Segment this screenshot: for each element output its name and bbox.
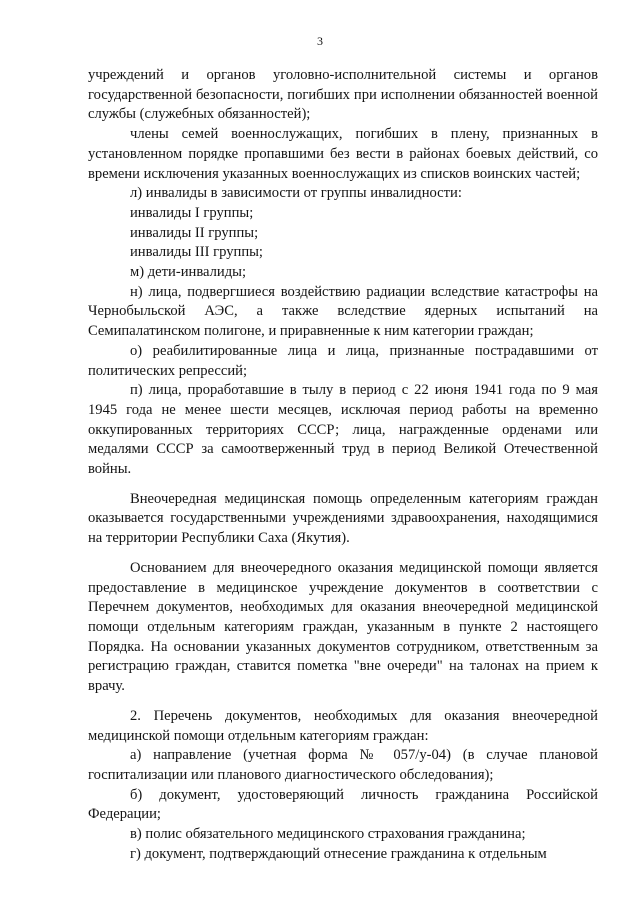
list-item: н) лица, подвергшиеся воздействию радиации вследствие катастрофы на Чернобыльской АЭС, а также вследствие ядерных испытаний на Семипалатинском полигоне, и приравненные к ним категории граждан; <box>88 283 598 340</box>
list-item: о) реабилитированные лица и лица, признанные пострадавшими от политических репрессий; <box>88 342 598 379</box>
list-item: инвалиды I группы; <box>130 204 254 221</box>
page-number: 3 <box>317 34 323 48</box>
list-item: г) документ, подтверждающий отнесение гражданина к отдельным <box>130 845 547 862</box>
paragraph: учреждений и органов уголовно-исполнительной системы и органов государственной безопасности, погибших при исполнении обязанностей военной службы (служебных обязанностей); <box>88 67 598 123</box>
section-heading: 2. Перечень документов, необходимых для оказания внеочередной медицинской помощи отдельным категориям граждан: <box>88 707 598 744</box>
list-item: инвалиды III группы; <box>130 244 263 261</box>
list-item: в) полис обязательного медицинского страхования гражданина; <box>130 826 526 843</box>
list-item: п) лица, проработавшие в тылу в период с 22 июня 1941 года по 9 мая 1945 года не менее шести месяцев, исключая период работы на временно оккупированных территориях СССР; лица, награжденные орденами или медалями СССР за самоотверженный труд в период Великой Отечественной войны. <box>88 382 598 478</box>
paragraph: Внеочередная медицинская помощь определенным категориям граждан оказывается государственными учреждениями здравоохранения, находящимися на территории Республики Саха (Якутия). <box>88 490 598 547</box>
list-item: а) направление (учетная форма № 057/у-04) (в случае плановой госпитализации или планового диагностического обследования); <box>88 747 598 783</box>
list-item: инвалиды II группы; <box>130 224 259 241</box>
list-item: м) дети-инвалиды; <box>130 264 246 281</box>
list-item: л) инвалиды в зависимости от группы инвалидности: <box>130 185 462 202</box>
document-body <box>88 66 598 864</box>
paragraph: члены семей военнослужащих, погибших в плену, признанных в установленном порядке пропавшими без вести в районах боевых действий, со времени исключения указанных военнослужащих из списков воинских частей; <box>88 126 598 182</box>
paragraph: Основанием для внеочередного оказания медицинской помощи является предоставление в медицинское учреждение документов в соответствии с Перечнем документов, необходимых для оказания внеочередной медицинской помощи отдельным категориям граждан, указанным в пункте 2 настоящего Порядка. На основании указанных документов сотрудником, ответственным за регистрацию граждан, ставится пометка "вне очереди" на талонах на прием к врачу. <box>88 559 598 695</box>
list-item: б) документ, удостоверяющий личность гражданина Российской Федерации; <box>88 786 598 823</box>
